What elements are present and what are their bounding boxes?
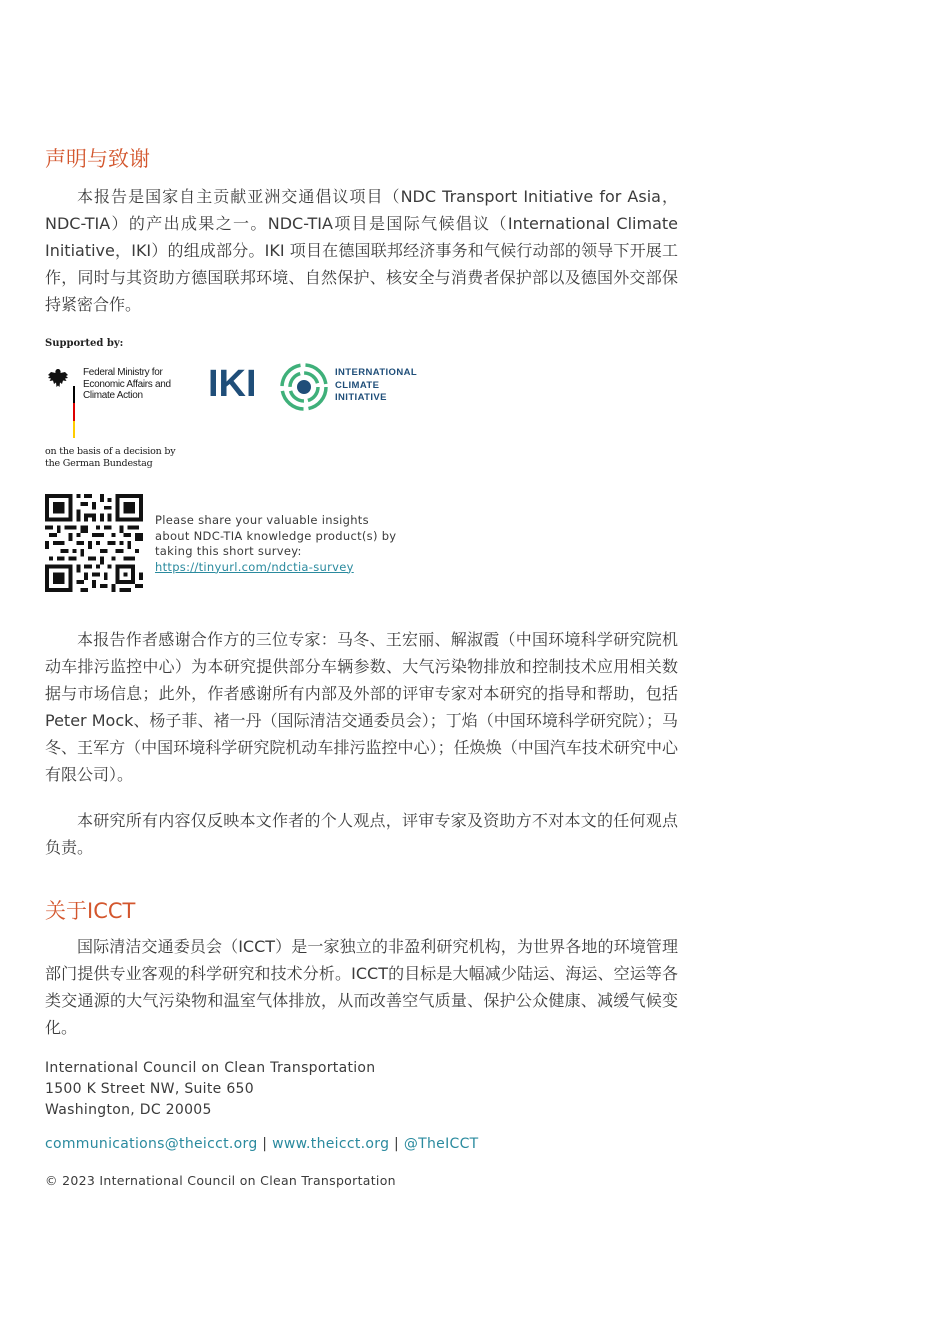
german-flag-stripe xyxy=(73,386,75,438)
survey-link[interactable]: https://tinyurl.com/ndctia-survey xyxy=(155,559,354,574)
address-line-1: International Council on Clean Transportation xyxy=(45,1060,376,1076)
address-block xyxy=(45,1058,375,1121)
thanks-paragraph-1: 本报告作者感谢合作方的三位专家：马冬、王宏丽、解淑霞（中国环境科学研究院机动车排污监控中心）为本研究提供部分车辆参数、大气污染物排放和控制技术应用相关数据与市场信息；此外，作者感谢所有内部及外部的评审专家对本研究的指导和帮助，包括Peter Mock、杨子菲、褚一丹（国际清洁交通委员会）；丁焰（中国环境科学研究院）；马冬、王军方（中国环境科学研究院机动车排污监控中心）；任焕焕（中国汽车技术研究中心有限公司）。 xyxy=(45,630,678,784)
bmwk-logo xyxy=(45,366,175,476)
about-paragraph: 国际清洁交通委员会（ICCT）是一家独立的非盈利研究机构，为世界各地的环境管理部门提供专业客观的科学研究和技术分析。ICCT的目标是大幅减少陆运、海运、空运等各类交通源的大气污染物和温室气体排放，从而改善空气质量、保护公众健康、减缓气候变化。 xyxy=(45,937,678,1037)
email-link[interactable]: communications@theicct.org xyxy=(45,1136,258,1152)
iki-wordmark: IKI xyxy=(208,363,257,405)
contact-separator: | xyxy=(262,1136,268,1152)
supported-by-label: Supported by: xyxy=(45,338,124,349)
survey-block xyxy=(155,513,405,575)
iki-logo xyxy=(208,359,428,413)
federal-eagle-icon xyxy=(45,366,71,392)
thanks-paragraph-2: 本研究所有内容仅反映本文作者的个人观点，评审专家及资助方不对本文的任何观点负责。 xyxy=(45,811,678,857)
acknowledgement-title: 声明与致谢 xyxy=(45,147,150,171)
bmwk-basis-text: on the basis of a decision by the German Bundestag xyxy=(45,446,176,469)
address-line-2: 1500 K Street NW, Suite 650 xyxy=(45,1081,254,1097)
bmwk-name: Federal Ministry for Economic Affairs and Climate Action xyxy=(83,367,171,401)
survey-qr-code[interactable] xyxy=(45,494,143,592)
website-link[interactable]: www.theicct.org xyxy=(272,1136,390,1152)
twitter-link[interactable]: @TheICCT xyxy=(403,1136,479,1152)
contact-separator: | xyxy=(394,1136,400,1152)
iki-circle-icon xyxy=(278,361,330,413)
address-line-3: Washington, DC 20005 xyxy=(45,1102,212,1118)
contact-line xyxy=(45,1134,479,1154)
copyright-text: © 2023 International Council on Clean Transportation xyxy=(45,1173,396,1188)
acknowledgement-paragraph: 本报告是国家自主贡献亚洲交通倡议项目（NDC Transport Initiative for Asia，NDC-TIA）的产出成果之一。NDC-TIA项目是国际气候倡议（International Climate Initiative，IKI）的组成部分。IKI 项目在德国联邦经济事务和气候行动部的领导下开展工作，同时与其资助方德国联邦环境、自然保护、核安全与消费者保护部以及德国外交部保持紧密合作。 xyxy=(45,187,678,314)
survey-text: Please share your valuable insights about NDC-TIA knowledge product(s) by taking this short survey: xyxy=(155,513,397,558)
iki-full-name: INTERNATIONAL CLIMATE INITIATIVE xyxy=(335,367,417,403)
about-title: 关于ICCT xyxy=(45,899,136,923)
